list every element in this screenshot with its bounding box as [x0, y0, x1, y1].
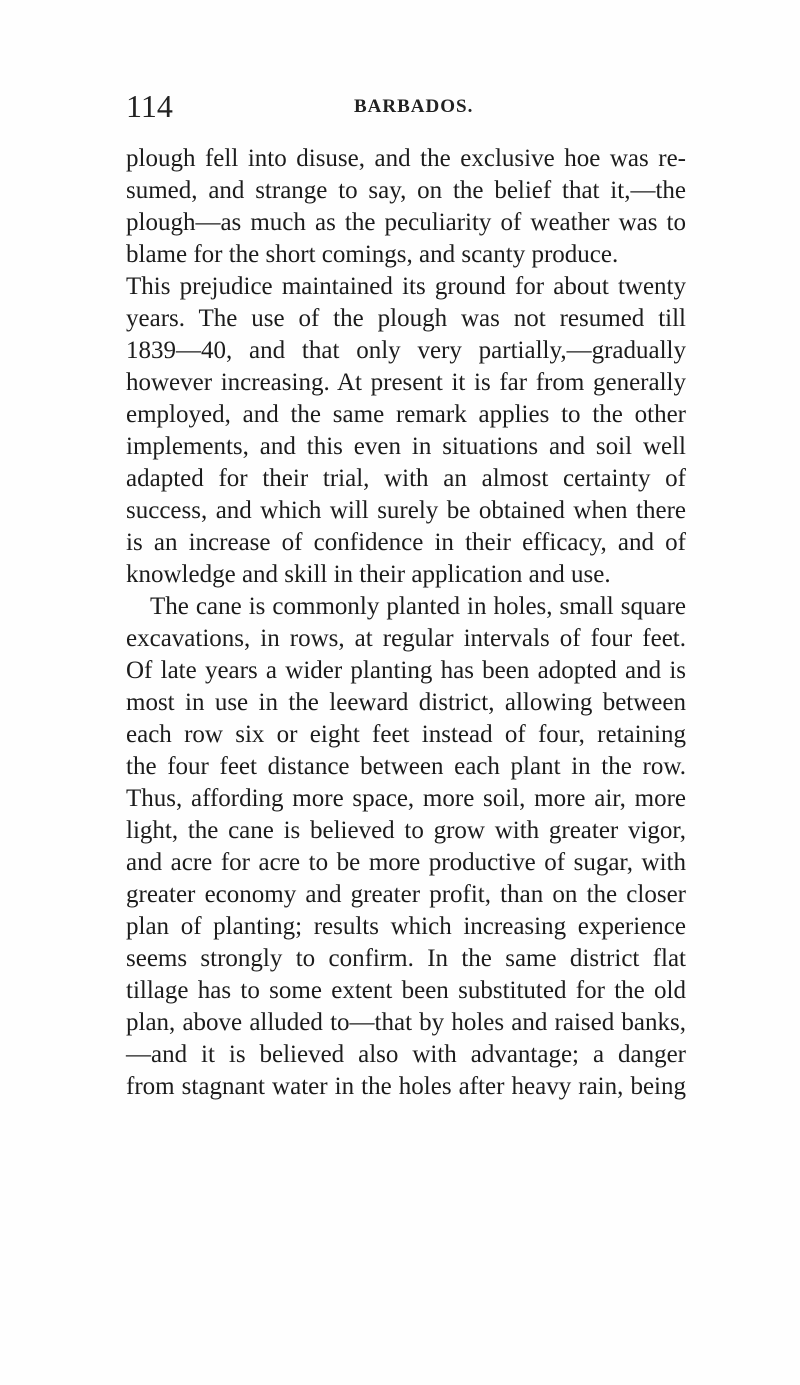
text-line: plough—as much as the peculiarity of weather was to [126, 209, 686, 236]
text-line: each row six or eight feet instead of four, retaining [126, 721, 686, 748]
text-line: and acre for acre to be more productive of sugar, with [126, 849, 686, 876]
text-line: plough fell into disuse, and the exclusive hoe was re- [126, 145, 686, 172]
body-text [126, 143, 686, 1103]
text-line: is an increase of confidence in their efficacy, and of [126, 529, 686, 556]
text-line: excavations, in rows, at regular intervals of four feet. [126, 625, 686, 652]
text-line: plan of planting; results which increasing experience [126, 913, 686, 940]
text-line: The cane is commonly planted in holes, small square [150, 593, 686, 620]
text-line: Of late years a wider planting has been adopted and is [126, 657, 686, 684]
text-line: tillage has to some extent been substituted for the old [126, 977, 686, 1004]
page-header [126, 86, 686, 126]
text-line: sumed, and strange to say, on the belief that it,—the [126, 177, 686, 204]
text-line: most in use in the leeward district, allowing between [126, 689, 686, 716]
text-line: Thus, affording more space, more soil, more air, more [126, 785, 686, 812]
text-line: adapted for their trial, with an almost certainty of [126, 465, 686, 492]
text-line: from stagnant water in the holes after heavy rain, being [126, 1073, 686, 1100]
text-line: however increasing. At present it is far from generally [126, 369, 686, 396]
page-number: 114 [126, 88, 173, 124]
text-line: greater economy and greater profit, than on the closer [126, 881, 686, 908]
text-line: plan, above alluded to—that by holes and raised banks, [126, 1009, 686, 1036]
text-line: the four feet distance between each plant in the row. [126, 753, 686, 780]
text-line: implements, and this even in situations and soil well [126, 433, 686, 460]
text-line: employed, and the same remark applies to the other [126, 401, 686, 428]
text-line: years. The use of the plough was not resumed till [126, 305, 686, 332]
text-line: success, and which will surely be obtained when there [126, 497, 686, 524]
text-line: knowledge and skill in their application and use. [126, 561, 611, 588]
text-line: —and it is believed also with advantage; a danger [126, 1041, 686, 1068]
text-line: blame for the short comings, and scanty produce. [126, 241, 619, 268]
text-line: This prejudice maintained its ground for about twenty [126, 273, 686, 300]
text-line: 1839—40, and that only very partially,—gradually [126, 337, 686, 364]
text-line: seems strongly to confirm. In the same district flat [126, 945, 686, 972]
text-line: light, the cane is believed to grow with greater vigor, [126, 817, 686, 844]
running-head: BARBADOS. [354, 96, 474, 117]
